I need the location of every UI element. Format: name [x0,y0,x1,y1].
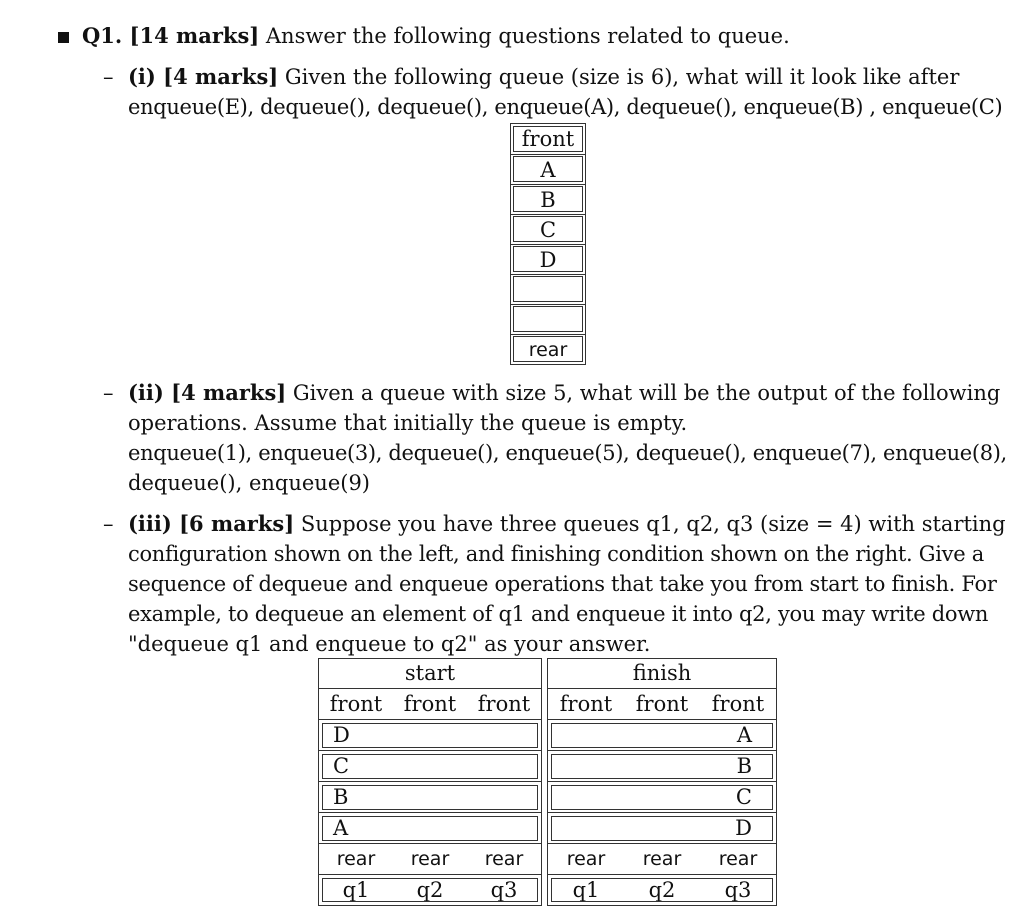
queue-diagram [510,123,586,365]
front-label: front [635,692,689,716]
part-iii-line-4: example, to dequeue an element of q1 and enqueue it into q2, you may write down [128,602,989,626]
finish-rear-row [548,844,776,875]
finish-row [548,720,776,751]
rear-label: rear [484,848,524,870]
start-front-row [319,689,541,720]
part-iii-text-1: Suppose you have three queues q1, q2, q3 (size = 4) with starting [294,512,1006,536]
start-table [318,658,542,906]
start-name-row [319,875,541,905]
start-cell: C [333,754,350,778]
question-title-text: Answer the following questions related to queue. [259,24,790,48]
start-row [319,813,541,844]
queue-name: q2 [416,878,444,902]
part-i-line-1 [128,62,959,92]
part-iii-line-5: "dequeue q1 and enqueue to q2" as your answer. [128,632,651,656]
queue-rear-label: rear [511,334,585,364]
queue-name: q2 [648,878,676,902]
finish-table-header: finish [548,659,776,689]
start-cell: A [333,816,349,840]
part-ii-line-3: enqueue(1), enqueue(3), dequeue(), enqueue(5), dequeue(), enqueue(7), enqueue(8), [128,441,1007,465]
part-iii-line-2: configuration shown on the left, and finishing condition shown on the right. Give a [128,542,984,566]
finish-row [548,813,776,844]
question-title-bold: Q1. [14 marks] [82,23,260,48]
queue-name: q1 [342,878,370,902]
finish-cell: B [736,754,752,778]
finish-cell: C [735,785,752,809]
queue-name: q3 [724,878,752,902]
front-label: front [329,692,383,716]
queue-front-label: front [511,124,585,154]
front-label: front [559,692,613,716]
bullet-square-icon [58,32,69,43]
part-iii-dash: – [103,512,114,536]
finish-row [548,751,776,782]
part-ii-label: (ii) [4 marks] [128,380,287,405]
start-row [319,782,541,813]
front-label: front [403,692,457,716]
rear-label: rear [642,848,682,870]
question-heading [82,21,790,51]
queue-cell: A [511,154,585,184]
front-label: front [477,692,531,716]
start-row [319,751,541,782]
part-i-dash: – [103,65,114,89]
start-table-header: start [319,659,541,689]
finish-front-row [548,689,776,720]
part-ii-line-4: dequeue(), enqueue(9) [128,471,371,495]
queue-cell: D [511,244,585,274]
finish-cell: D [735,816,752,840]
finish-name-row [548,875,776,905]
finish-cell: A [736,723,752,747]
rear-label: rear [336,848,376,870]
start-rear-row [319,844,541,875]
part-i-text-1: Given the following queue (size is 6), what will it look like after [278,65,960,89]
rear-label: rear [410,848,450,870]
part-iii-label: (iii) [6 marks] [128,511,295,536]
part-iii-line-1 [128,509,1006,539]
start-cell: B [333,785,349,809]
queue-cell: C [511,214,585,244]
part-ii-text-1: Given a queue with size 5, what will be the output of the following [286,381,1001,405]
rear-label: rear [566,848,606,870]
finish-table [547,658,777,906]
part-i-label: (i) [4 marks] [128,64,279,89]
queue-cell [511,274,585,304]
start-cell: D [333,723,350,747]
part-iii-line-3: sequence of dequeue and enqueue operations that take you from start to finish. For [128,572,997,596]
queue-name: q1 [572,878,600,902]
queue-name: q3 [490,878,518,902]
part-ii-line-2: operations. Assume that initially the queue is empty. [128,411,688,435]
part-i-line-2: enqueue(E), dequeue(), dequeue(), enqueue(A), dequeue(), enqueue(B) , enqueue(C) [128,95,1003,119]
queue-cell: B [511,184,585,214]
rear-label: rear [718,848,758,870]
finish-row [548,782,776,813]
start-row [319,720,541,751]
part-ii-line-1 [128,378,1000,408]
front-label: front [711,692,765,716]
part-ii-dash: – [103,381,114,405]
queue-cell [511,304,585,334]
